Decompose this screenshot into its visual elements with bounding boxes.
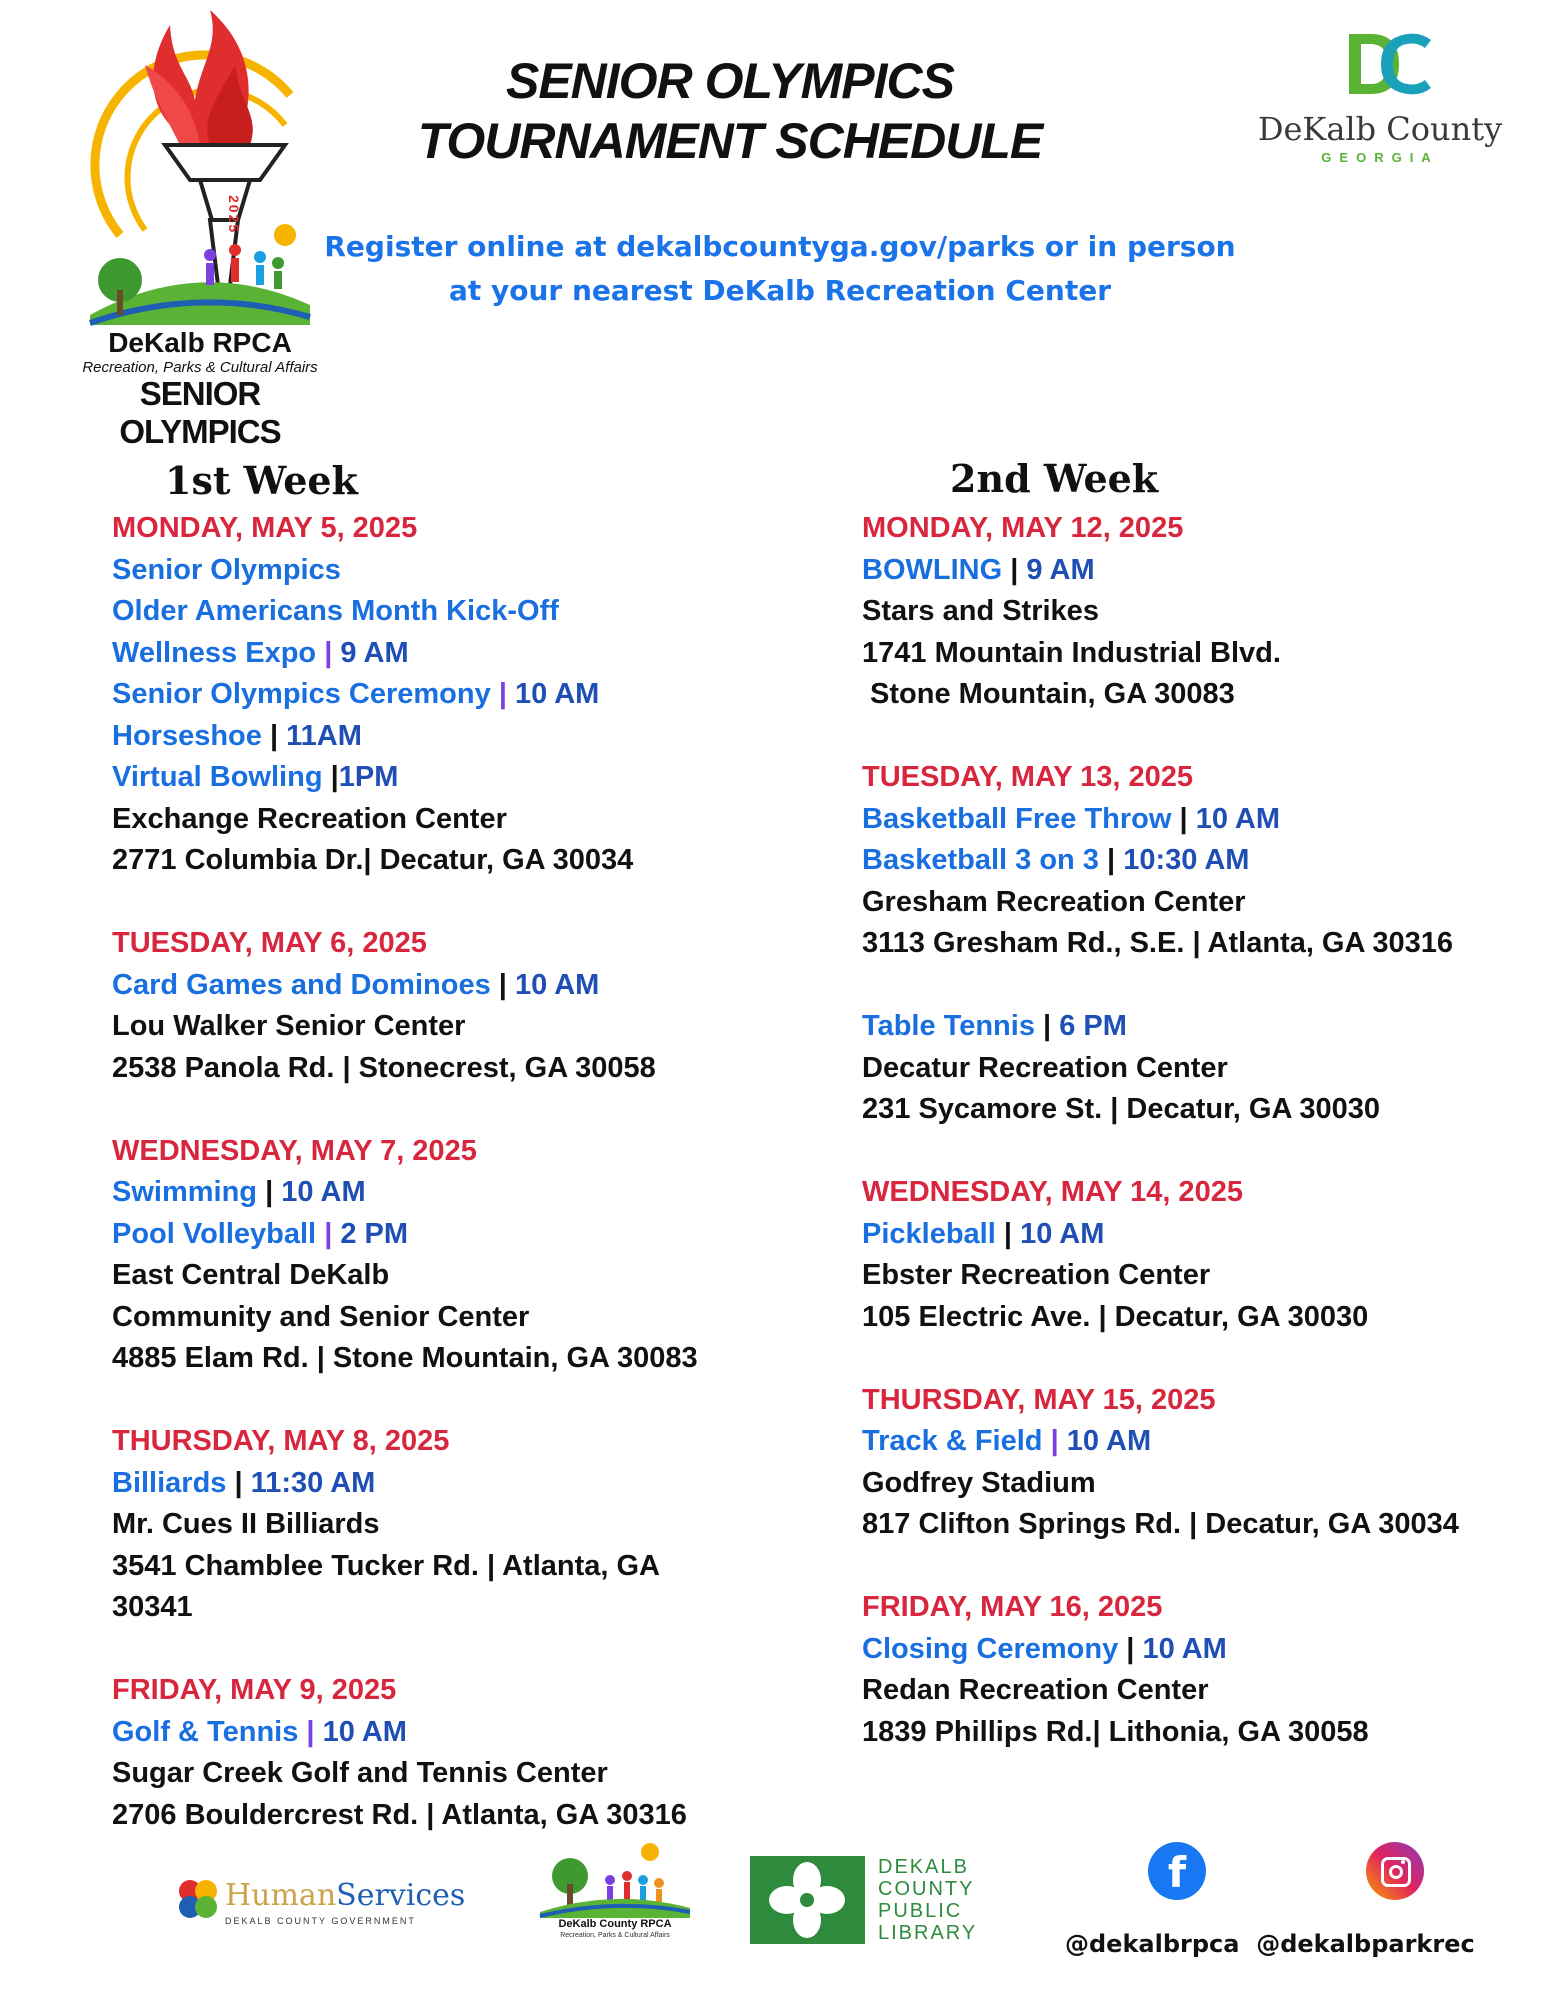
event-name: Senior Olympics Ceremony [112,678,491,710]
event-time: 6 PM [1059,1010,1127,1042]
venue-name: Decatur Recreation Center [862,1051,1228,1084]
venue-address: 817 Clifton Springs Rd. | Decatur, GA 30034 [862,1508,1459,1540]
event-name: Virtual Bowling [112,761,323,793]
event-time: 9 AM [340,636,409,669]
venue-address: 1741 Mountain Industrial Blvd. [862,636,1281,669]
venue-name: Lou Walker Senior Center [112,1010,466,1042]
rpca-small-logo [535,1838,695,1948]
venue-address: 2771 Columbia Dr.| Decatur, GA 30034 [112,844,634,876]
event-name: Senior Olympics [112,553,341,586]
logo-year: 2025 [226,195,242,235]
venue-address: Stone Mountain, GA 30083 [862,678,1235,710]
week1-heading: 1st Week [165,458,358,503]
venue-name: Exchange Recreation Center [112,802,507,835]
dogwood-flower-icon [750,1856,865,1944]
hands-icon [175,1876,221,1922]
logo-subtitle: Recreation, Parks & Cultural Affairs [82,359,318,376]
library-line3: PUBLIC [878,1900,963,1922]
venue-name: Sugar Creek Golf and Tennis Center [112,1757,608,1789]
week2-heading: 2nd Week [950,456,1159,501]
event-time: 10:30 AM [1123,844,1250,876]
event-time: 10 AM [322,1715,407,1748]
venue-name: Ebster Recreation Center [862,1259,1211,1291]
day-heading: TUESDAY, MAY 6, 2025 [112,927,427,959]
venue-address: 2706 Bouldercrest Rd. | Atlanta, GA 30316 [112,1798,687,1831]
event-name: Table Tennis [862,1010,1035,1042]
week2-schedule: MONDAY, MAY 12, 2025 BOWLING | 9 AM Stars and Strikes 1741 Mountain Industrial Blvd. Stone Mountain, GA 30083 TUESDAY, MAY 13, 2025 Basketball Free Throw | 10 AM Basketball 3 on 3 | 10:30 AM Gresham Recreation Center 3113 Gresham Rd., S.E. | Atlanta, GA 30316 Table Tennis | 6 PM Decatur Recreation Center 231 Sycamore St. | Decatur, GA 30030 WEDNESDAY, MAY 14, 2025 Pickleball | 10 AM Ebster Recreation Center 105 Electric Ave. | Decatur, GA 30030 THURSDAY, MAY 15, 2025 Track & Field | 10 AM Godfrey Stadium 817 Clifton Springs Rd. | Decatur, GA 30034 FRIDAY, MAY 16, 2025 Closing Ceremony | 10 AM Redan Recreation Center 1839 Phillips Rd.| Lithonia, GA 30058 [862,508,1459,1753]
day-heading: WEDNESDAY, MAY 7, 2025 [112,1134,477,1167]
handle-rpca[interactable]: @dekalbrpca [1065,1930,1240,1958]
event-time: 1PM [338,761,399,793]
rpca-small-name: DeKalb County RPCA [558,1918,672,1930]
event-name: Older Americans Month Kick-Off [112,595,559,627]
event-time: 10 AM [515,678,600,710]
day-heading: FRIDAY, MAY 9, 2025 [112,1674,397,1706]
day-heading: WEDNESDAY, MAY 14, 2025 [862,1176,1243,1208]
event-name: Card Games and Dominoes [112,968,491,1001]
venue-address: 4885 Elam Rd. | Stone Mountain, GA 30083 [112,1342,698,1374]
venue-name: Gresham Recreation Center [862,885,1246,918]
event-time: 2 PM [340,1217,409,1250]
venue-address: 3541 Chamblee Tucker Rd. | Atlanta, GA [112,1549,660,1582]
venue-address: 1839 Phillips Rd.| Lithonia, GA 30058 [862,1715,1369,1748]
facebook-icon[interactable]: f [1148,1842,1206,1900]
dc-mark [1345,30,1435,100]
venue-address: 231 Sycamore St. | Decatur, GA 30030 [862,1093,1381,1125]
page-title-line2: TOURNAMENT SCHEDULE [417,113,1043,169]
day-heading: THURSDAY, MAY 8, 2025 [112,1425,450,1457]
event-time: 10 AM [1066,1425,1152,1457]
event-time: 10 AM [281,1176,366,1208]
venue-name: Redan Recreation Center [862,1674,1209,1706]
venue-name: Community and Senior Center [112,1300,530,1333]
venue-address: 30341 [112,1591,193,1623]
hs-subtitle: DEKALB COUNTY GOVERNMENT [225,1916,416,1926]
venue-name: East Central DeKalb [112,1259,390,1291]
logo-program: SENIOR OLYMPICS [119,375,281,450]
senior-olympics-logo [60,5,340,450]
event-time: 10 AM [514,968,600,1001]
venue-name: Stars and Strikes [862,595,1099,627]
social-handles [1065,1930,1475,1958]
event-name: Wellness Expo [112,636,317,669]
event-time: 11:30 AM [250,1466,376,1499]
register-line-1: Register online at dekalbcountyga.gov/parks or in person [324,230,1236,263]
library-line1: DEKALB [878,1856,969,1878]
day-heading: FRIDAY, MAY 16, 2025 [862,1591,1163,1623]
handle-parkrec[interactable]: @dekalbparkrec [1256,1930,1475,1958]
instagram-icon[interactable] [1366,1842,1424,1900]
county-name: DeKalb County [1257,110,1503,148]
day-heading: TUESDAY, MAY 13, 2025 [862,761,1194,793]
venue-address: 105 Electric Ave. | Decatur, GA 30030 [862,1300,1369,1333]
venue-address: 2538 Panola Rd. | Stonecrest, GA 30058 [112,1051,656,1084]
event-time: 9 AM [1026,553,1095,586]
dekalb-county-logo [1255,30,1505,170]
day-heading: MONDAY, MAY 12, 2025 [862,512,1184,544]
event-time: 10 AM [1195,802,1281,835]
day-heading: THURSDAY, MAY 15, 2025 [862,1383,1216,1416]
page-title-line1: SENIOR OLYMPICS [505,53,954,109]
human-services-logo [175,1872,475,1932]
event-name: Golf & Tennis [112,1715,299,1748]
event-name: Horseshoe [112,719,262,752]
day-heading: MONDAY, MAY 5, 2025 [112,512,418,544]
register-line-2: at your nearest DeKalb Recreation Center [448,274,1112,307]
venue-name: Godfrey Stadium [862,1466,1096,1499]
event-name: Track & Field [862,1425,1043,1457]
county-state: GEORGIA [1321,150,1439,165]
rpca-small-sub: Recreation, Parks & Cultural Affairs [560,1932,670,1939]
library-logo [750,1856,980,1948]
event-time: 10 AM [1142,1632,1227,1665]
hs-human: Human [225,1878,337,1913]
event-name: Billiards [112,1466,227,1499]
week1-schedule: MONDAY, MAY 5, 2025 Senior Olympics Older Americans Month Kick-Off Wellness Expo | 9 AM Senior Olympics Ceremony | 10 AM Horseshoe | 11AM Virtual Bowling |1PM Exchange Recreation Center 2771 Columbia Dr.| Decatur, GA 30034 TUESDAY, MAY 6, 2025 Card Games and Dominoes | 10 AM Lou Walker Senior Center 2538 Panola Rd. | Stonecrest, GA 30058 WEDNESDAY, MAY 7, 2025 Swimming | 10 AM Pool Volleyball | 2 PM East Central DeKalb Community and Senior Center 4885 Elam Rd. | Stone Mountain, GA 30083 THURSDAY, MAY 8, 2025 Billiards | 11:30 AM Mr. Cues II Billiards 3541 Chamblee Tucker Rd. | Atlanta, GA 30341 FRIDAY, MAY 9, 2025 Golf & Tennis | 10 AM Sugar Creek Golf and Tennis Center 2706 Bouldercrest Rd. | Atlanta, GA 30316 [112,508,698,1836]
logo-org: DeKalb RPCA [108,327,292,358]
event-name: Pool Volleyball [112,1217,317,1250]
event-time: 11AM [286,719,362,752]
event-name: Closing Ceremony [862,1632,1119,1665]
event-name: Basketball 3 on 3 [862,844,1099,876]
event-name: Pickleball [862,1217,996,1250]
event-time: 10 AM [1020,1217,1105,1250]
hs-services: Services [336,1878,466,1913]
event-name: Basketball Free Throw [862,802,1172,835]
library-line4: LIBRARY [878,1922,978,1944]
event-name: BOWLING [862,553,1003,586]
library-line2: COUNTY [878,1878,975,1900]
venue-address: 3113 Gresham Rd., S.E. | Atlanta, GA 30316 [862,927,1454,959]
venue-name: Mr. Cues II Billiards [112,1508,380,1540]
event-name: Swimming [112,1176,258,1208]
